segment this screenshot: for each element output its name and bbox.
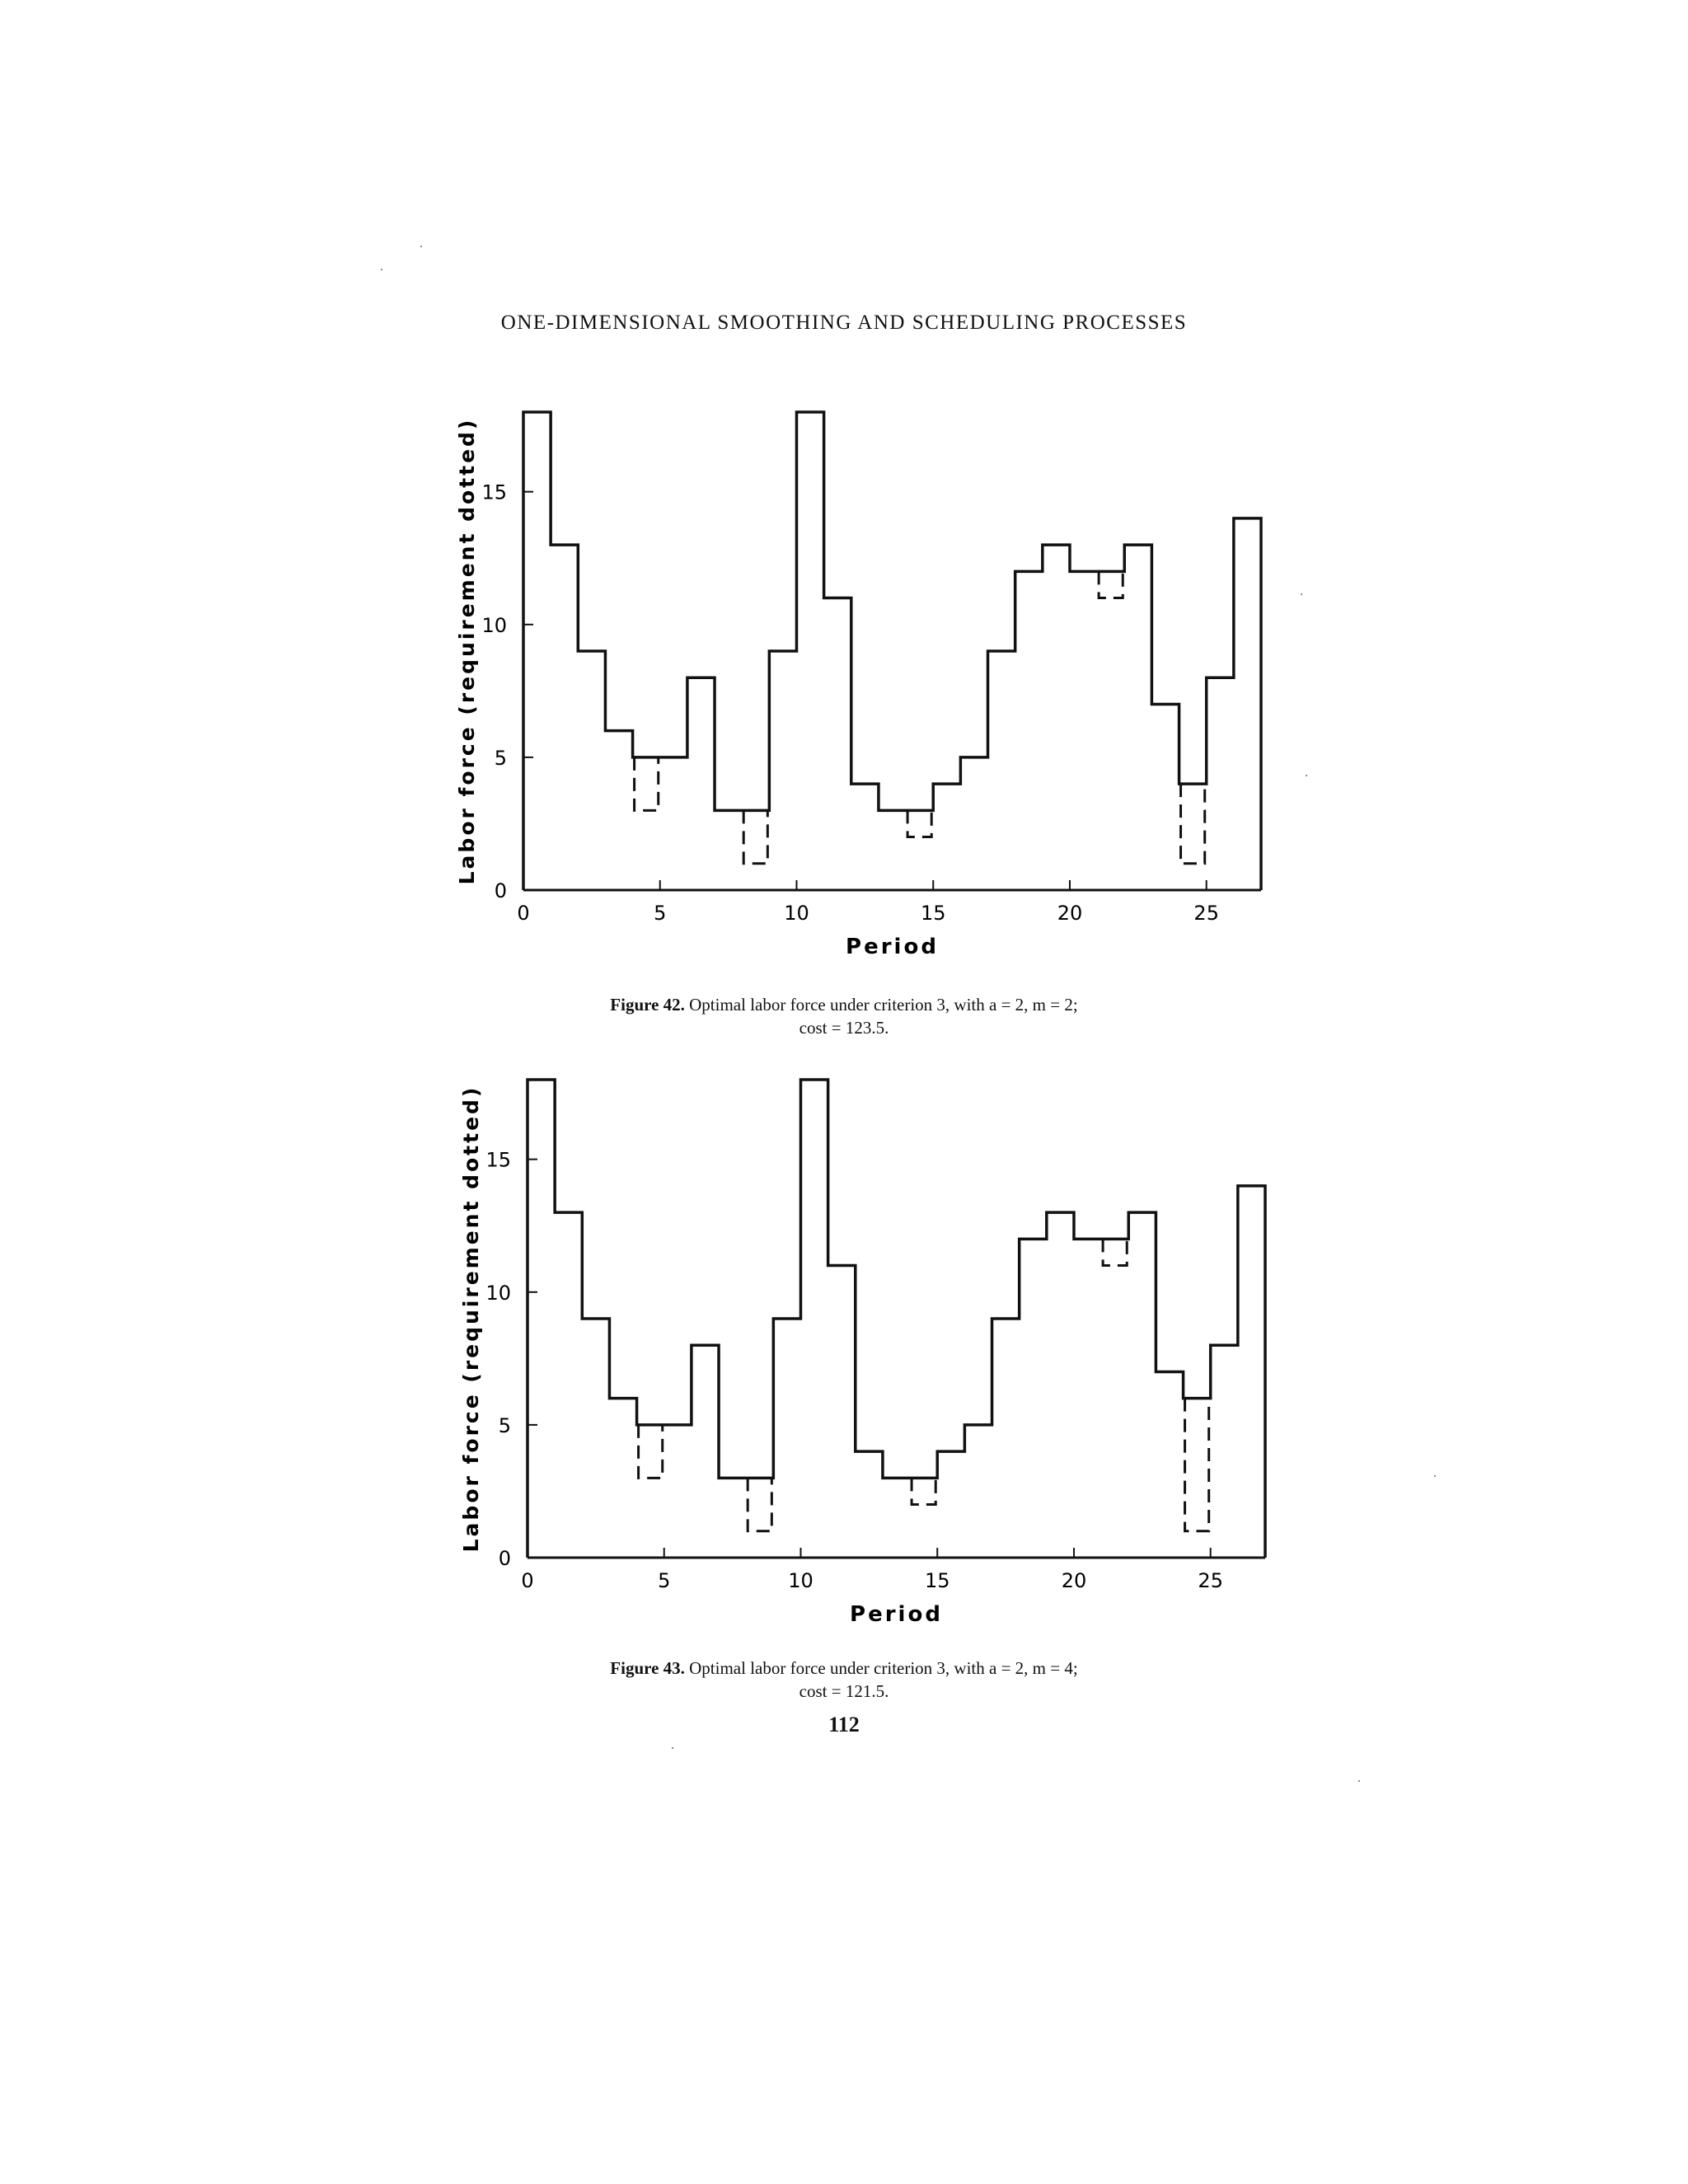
requirement-step-period-21 bbox=[1103, 1239, 1127, 1265]
labor-force-step-line bbox=[523, 412, 1261, 890]
y-tick-label: 5 bbox=[494, 746, 507, 770]
x-axis-title: Period bbox=[846, 935, 939, 959]
x-tick-label: 5 bbox=[654, 902, 667, 925]
requirement-step-period-4 bbox=[635, 757, 659, 810]
requirement-step-period-14 bbox=[907, 810, 931, 837]
scan-speck bbox=[1434, 1475, 1436, 1477]
chart-figure-42 bbox=[0, 396, 1688, 972]
scan-speck bbox=[1358, 1780, 1360, 1782]
x-tick-label: 15 bbox=[924, 1569, 950, 1592]
x-tick-label: 25 bbox=[1193, 902, 1219, 925]
figure-42-caption bbox=[0, 993, 1688, 1039]
figure-42-caption-line2: cost = 123.5. bbox=[799, 1018, 889, 1038]
scan-speck bbox=[672, 1747, 673, 1749]
page-number: 112 bbox=[828, 1713, 860, 1736]
x-tick-label: 15 bbox=[920, 902, 946, 925]
y-tick-label: 15 bbox=[481, 480, 507, 504]
y-axis-title: Labor force (requirement dotted) bbox=[459, 1085, 483, 1553]
scan-speck bbox=[1301, 593, 1302, 595]
y-axis-title: Labor force (requirement dotted) bbox=[455, 417, 479, 885]
figure-43-caption-line2: cost = 121.5. bbox=[799, 1681, 889, 1701]
figure-43-label: Figure 43. bbox=[610, 1658, 685, 1678]
y-tick-label: 5 bbox=[498, 1413, 511, 1437]
figure-42-label: Figure 42. bbox=[610, 995, 685, 1015]
labor-force-step-line bbox=[528, 1080, 1265, 1558]
scan-speck bbox=[420, 246, 422, 247]
x-axis-title: Period bbox=[850, 1602, 943, 1627]
scan-speck bbox=[381, 269, 382, 270]
y-tick-label: 0 bbox=[494, 879, 507, 902]
requirement-step-period-14 bbox=[912, 1478, 935, 1504]
x-tick-label: 0 bbox=[521, 1569, 534, 1592]
requirement-step-period-21 bbox=[1099, 571, 1123, 598]
x-tick-label: 20 bbox=[1057, 902, 1083, 925]
x-tick-label: 10 bbox=[788, 1569, 814, 1592]
requirement-step-period-8 bbox=[748, 1478, 771, 1530]
requirement-step-period-4 bbox=[639, 1425, 663, 1478]
x-tick-label: 10 bbox=[784, 902, 809, 925]
y-tick-label: 15 bbox=[485, 1148, 511, 1172]
y-tick-label: 10 bbox=[481, 613, 507, 637]
figure-43-caption bbox=[0, 1657, 1688, 1703]
chart-figure-43 bbox=[0, 1063, 1688, 1640]
x-tick-label: 20 bbox=[1061, 1569, 1087, 1592]
y-tick-label: 10 bbox=[485, 1281, 511, 1305]
y-tick-label: 0 bbox=[498, 1547, 511, 1570]
requirement-step-period-8 bbox=[743, 810, 767, 863]
requirement-step-period-24 bbox=[1185, 1399, 1209, 1531]
figure-42-caption-line1: Optimal labor force under criterion 3, with a = 2, m = 2; bbox=[689, 995, 1078, 1015]
scan-speck bbox=[1306, 775, 1307, 776]
figure-43-caption-line1: Optimal labor force under criterion 3, with a = 2, m = 4; bbox=[689, 1658, 1078, 1678]
x-tick-label: 5 bbox=[658, 1569, 671, 1592]
chart-figure-42-svg bbox=[0, 396, 1688, 972]
chart-figure-43-svg bbox=[0, 1063, 1688, 1640]
x-tick-label: 0 bbox=[517, 902, 530, 925]
running-head: ONE-DIMENSIONAL SMOOTHING AND SCHEDULING PROCESSES bbox=[500, 312, 1188, 334]
x-tick-label: 25 bbox=[1198, 1569, 1223, 1592]
requirement-step-period-24 bbox=[1181, 784, 1205, 864]
